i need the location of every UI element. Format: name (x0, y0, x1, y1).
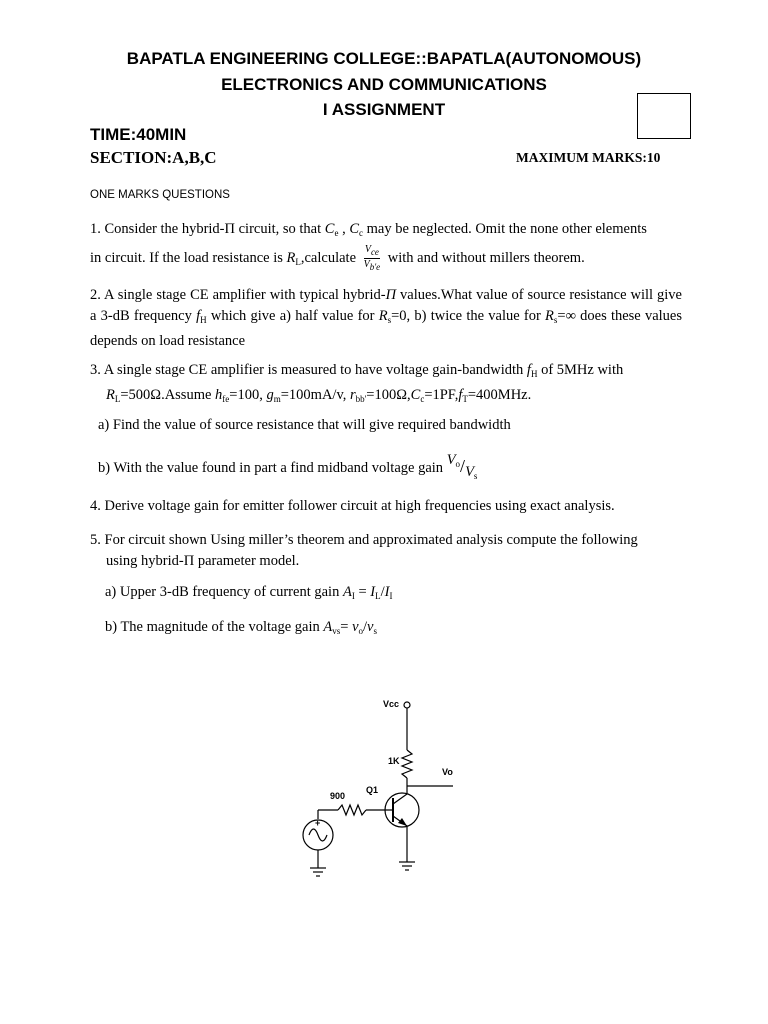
vo-label: Vo (442, 767, 453, 777)
department-title: ELECTRONICS AND COMMUNICATIONS (221, 75, 547, 94)
q1-label: Q1 (366, 785, 379, 795)
question-5-line-2: using hybrid-Π parameter model. (106, 553, 300, 569)
assignment-title: I ASSIGNMENT (322, 100, 446, 119)
question-5: 5. For circuit shown Using miller’s theorem and approximated analysis compute the following (90, 532, 638, 548)
college-title: BAPATLA ENGINEERING COLLEGE::BAPATLA(AUTONOMOUS) (126, 49, 642, 68)
maximum-marks: MAXIMUM MARKS:10 (516, 150, 661, 165)
question-3-part-b: b) With the value found in part a find midband voltage gain $V_o/V_s$ (98, 452, 478, 481)
ce-amplifier-circuit (290, 690, 470, 890)
question-3: 3. A single stage CE amplifier is measured to have voltage gain-bandwidth $f_H$ of 5MHz with $R_L=500\Omega.Assume$ $h_{fe}=100$, $g_m=100mA/v$, $r_{bb'}=100\Omega,C_c=1PF,f_T=400MHz$. (90, 362, 624, 404)
question-2: 2. A single stage CE amplifier with typical hybrid-Π values.What value of source resistance will give a 3-dB frequency $f_H$ which give a) half value for $R_s=0$, b) twice the value for $R_s=\infty$ does these values depends on load resistance (90, 287, 683, 349)
time-label: TIME:40MIN (90, 125, 187, 144)
collector-resistor (402, 750, 412, 778)
resistor-1k-label: 1K (388, 756, 400, 766)
source-plus-label: + (315, 818, 321, 828)
vcc-terminal (404, 702, 410, 708)
question-1: 1. Consider the hybrid-Π circuit, so that $C_e$ , $C_c$ may be neglected. Omit the none other elements in circuit. If the load resistance is $R_L,calculate$ $\frac{V_{ce}}{V_{b'e}}$ with and without millers theorem. (90, 221, 647, 272)
question-3-part-a: a) Find the value of source resistance that will give required bandwidth (98, 417, 511, 433)
section-heading: ONE MARKS QUESTIONS (90, 189, 230, 201)
voltage-ratio-fraction: $\frac{V_{ce}}{V_{b'e}}$ (363, 244, 381, 272)
section-label: SECTION:A,B,C (90, 148, 217, 167)
resistor-900-label: 900 (330, 791, 346, 801)
question-5-part-b: b) The magnitude of the voltage gain $A_{vs}= v_o/v_s$ (105, 619, 377, 636)
question-5-part-a: a) Upper 3-dB frequency of current gain $A_I = I_L/I_I$ (105, 584, 393, 601)
vcc-label: Vcc (383, 699, 400, 709)
source-resistor (338, 805, 366, 815)
question-4: 4. Derive voltage gain for emitter follower circuit at high frequencies using exact analysis. (90, 498, 615, 514)
marks-box (637, 93, 691, 139)
